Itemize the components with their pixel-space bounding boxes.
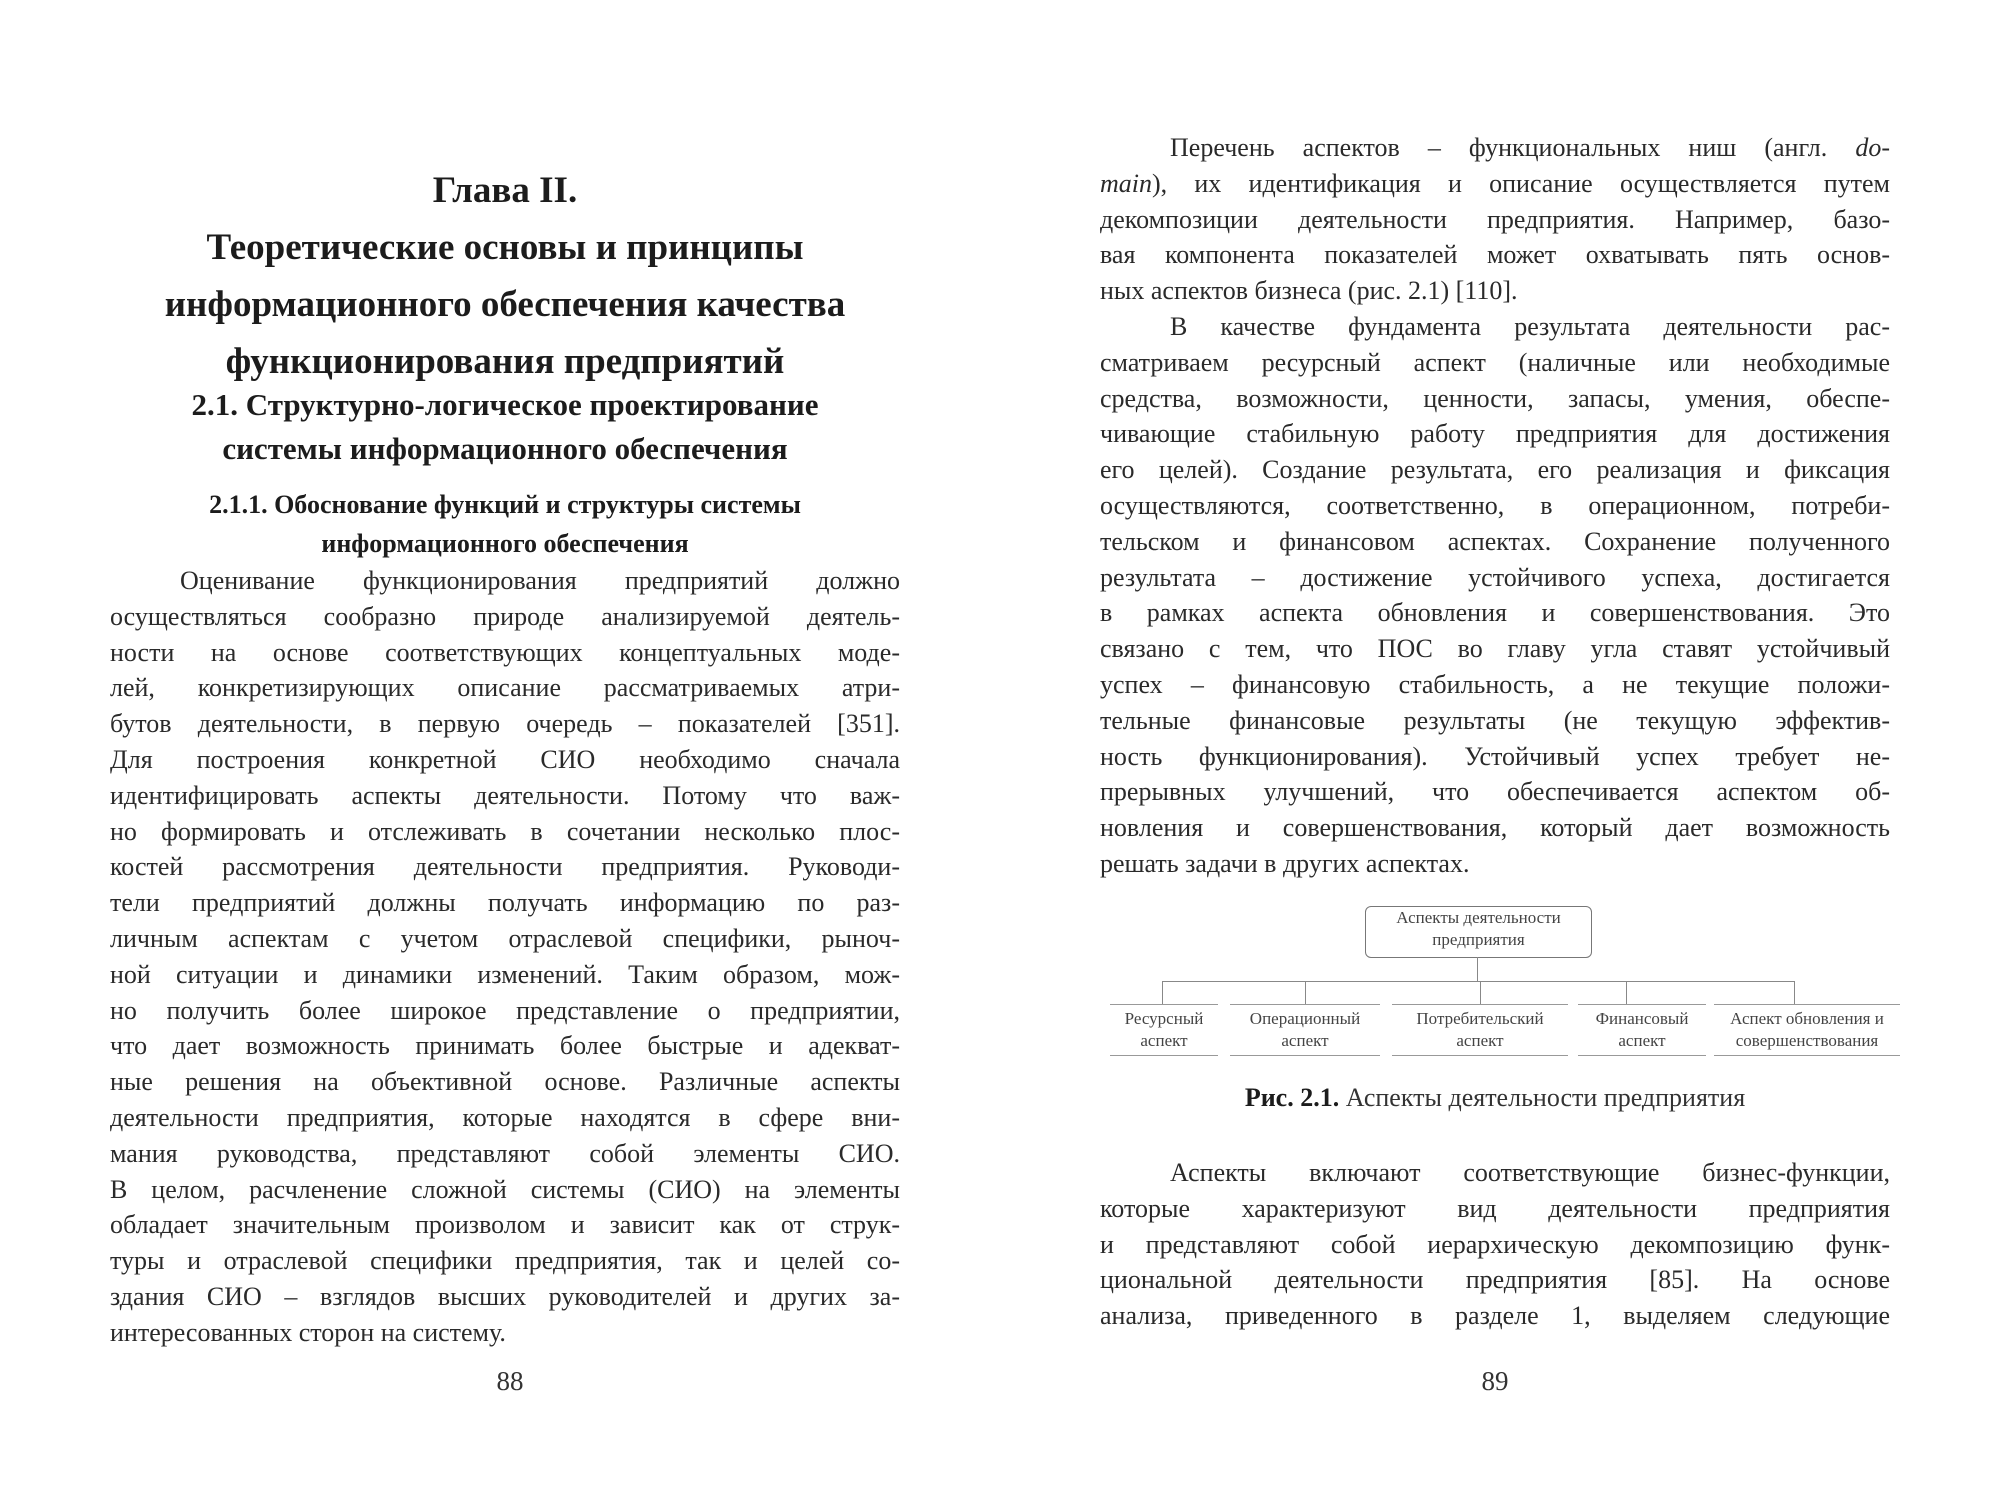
text-line: осуществляться сообразно природе анализируемой деятель- <box>110 601 900 631</box>
text-line: ности на основе соответствующих концептуальных моде- <box>110 637 900 667</box>
text-line: бутов деятельности, в первую очередь – показателей [351]. <box>110 709 900 739</box>
text-line: средства, возможности, ценности, запасы, умения, обеспе- <box>1100 383 1890 413</box>
connector-line <box>1480 981 1481 1004</box>
text-line: его целей). Создание результата, его реализация и фиксация <box>1100 455 1890 485</box>
text-line: ные решения на объективной основе. Различные аспекты <box>110 1067 900 1097</box>
text-line: ной ситуации и динамики изменений. Таким образом, мож- <box>110 959 900 989</box>
chapter-line: функционирования предприятий <box>225 341 785 382</box>
text-line: новления и совершенствования, который дает возможность <box>1100 813 1890 843</box>
subsection-title <box>110 485 900 563</box>
subsection-line: 2.1.1. Обоснование функций и структуры системы <box>209 490 801 519</box>
text-line: здания СИО – взглядов высших руководителей и других за- <box>110 1281 900 1311</box>
aspect-label: Ресурсный <box>1124 1009 1204 1028</box>
text-line: костей рассмотрения деятельности предприятия. Руководи- <box>110 852 900 882</box>
text-line: сматриваем ресурсный аспект (наличные или необходимые <box>1100 347 1890 377</box>
text-line: осуществляются, соответственно, в операционном, потреби- <box>1100 490 1890 520</box>
text-line: тели предприятий должны получать информацию по раз- <box>110 888 900 918</box>
aspect-box-resource <box>1110 1004 1218 1056</box>
diagram-root-label: предприятия <box>1432 930 1525 949</box>
connector-line <box>1305 981 1306 1004</box>
aspect-box-operational <box>1230 1004 1380 1056</box>
text-line: но формировать и отслеживать в сочетании несколько плос- <box>110 816 900 846</box>
text-line: Аспекты включают соответствующие бизнес-функции, <box>1170 1158 1890 1187</box>
chapter-line: Глава II. <box>432 170 578 211</box>
aspect-label: аспект <box>1281 1031 1329 1050</box>
text-line: идентифицировать аспекты деятельности. Потому что важ- <box>110 780 900 810</box>
section-line: 2.1. Структурно-логическое проектирование <box>191 387 819 422</box>
aspects-diagram <box>1100 900 1900 1070</box>
text-line: мания руководства, представляют собой элементы СИО. <box>110 1138 900 1168</box>
chapter-line: информационного обеспечения качества <box>164 284 846 325</box>
figure-caption <box>1100 1083 1890 1113</box>
text-line <box>1100 130 1890 166</box>
text-line: ных аспектов бизнеса (рис. 2.1) [110]. <box>1100 276 1518 306</box>
text-line: успех – финансовую стабильность, а не текущие положи- <box>1100 669 1890 699</box>
aspect-box-consumer <box>1392 1004 1568 1056</box>
subsection-line: информационного обеспечения <box>321 529 689 558</box>
section-line: системы информационного обеспечения <box>222 431 788 466</box>
text-line: результата – достижение устойчивого успеха, достигается <box>1100 562 1890 592</box>
caption-text: Аспекты деятельности предприятия <box>1339 1083 1746 1112</box>
text-line: циональной деятельности предприятия [85]. На основе <box>1100 1265 1890 1295</box>
text-line: чивающие стабильную работу предприятия для достижения <box>1100 419 1890 449</box>
text-line: что дает возможность принимать более быстрые и адекват- <box>110 1031 900 1061</box>
text-line: тельные финансовые результаты (не текущую эффектив- <box>1100 705 1890 735</box>
italic-term: do- <box>1855 133 1890 162</box>
right-body-text-1 <box>1100 130 1890 882</box>
right-body-text-2 <box>1100 1155 1890 1334</box>
text-line: личным аспектам с учетом отраслевой специфики, рыноч- <box>110 923 900 953</box>
aspect-box-financial <box>1578 1004 1706 1056</box>
text-line: интересованных сторон на систему. <box>110 1317 506 1347</box>
text-line: решать задачи в других аспектах. <box>1100 848 1470 878</box>
aspect-label: Операционный <box>1249 1009 1361 1028</box>
aspect-label: аспект <box>1618 1031 1666 1050</box>
text-span: ), их идентификация и описание осуществляется путем <box>1152 168 1890 198</box>
text-line: Для построения конкретной СИО необходимо сначала <box>110 744 900 774</box>
section-title <box>110 383 900 471</box>
chapter-line: Теоретические основы и принципы <box>206 227 804 268</box>
connector-line <box>1626 981 1627 1004</box>
aspect-label: Финансовый <box>1595 1009 1689 1028</box>
text-line: и представляют собой иерархическую декомпозицию функ- <box>1100 1229 1890 1259</box>
text-line: прерывных улучшений, что обеспечивается аспектом об- <box>1100 777 1890 807</box>
text-line: ность функционирования). Устойчивый успех требует не- <box>1100 741 1890 771</box>
text-line: которые характеризуют вид деятельности предприятия <box>1100 1193 1890 1223</box>
aspect-box-renewal <box>1714 1004 1900 1056</box>
aspect-label: Потребительский <box>1416 1009 1544 1028</box>
page-number-right: 89 <box>1481 1366 1509 1396</box>
diagram-root-box <box>1365 906 1592 958</box>
text-line: связано с тем, что ПОС во главу угла ставят устойчивый <box>1100 634 1890 664</box>
text-line: тельском и финансовом аспектах. Сохранение полученного <box>1100 526 1890 556</box>
connector-line <box>1477 957 1478 981</box>
chapter-title <box>110 162 900 390</box>
page-number-left: 88 <box>496 1366 524 1396</box>
text-line: В целом, расчленение сложной системы (СИО) на элементы <box>110 1174 900 1204</box>
text-line: деятельности предприятия, которые находятся в сфере вни- <box>110 1102 900 1132</box>
text-line: Оценивание функционирования предприятий должно <box>180 566 900 595</box>
text-line: обладает значительным произволом и зависит как от струк- <box>110 1210 900 1240</box>
text-line: вая компонента показателей может охватывать пять основ- <box>1100 240 1890 270</box>
aspect-label: совершенствования <box>1735 1031 1879 1050</box>
text-line: в рамках аспекта обновления и совершенствования. Это <box>1100 598 1890 628</box>
aspect-label: Аспект обновления и <box>1730 1009 1884 1028</box>
text-line: но получить более широкое представление о предприятии, <box>110 995 900 1025</box>
left-body-text <box>110 563 900 1351</box>
connector-line <box>1162 981 1794 982</box>
aspect-label: аспект <box>1140 1031 1188 1050</box>
text-line: декомпозиции деятельности предприятия. Например, базо- <box>1100 204 1890 234</box>
text-line: лей, конкретизирующих описание рассматриваемых атри- <box>110 673 900 703</box>
connector-line <box>1794 981 1795 1004</box>
diagram-root-label: Аспекты деятельности <box>1396 908 1561 927</box>
text-line: В качестве фундамента результата деятельности рас- <box>1170 311 1890 341</box>
text-line <box>1100 166 1890 202</box>
italic-term: main <box>1100 168 1152 198</box>
connector-line <box>1162 981 1163 1004</box>
text-line: туры и отраслевой специфики предприятия, так и целей со- <box>110 1246 900 1276</box>
right-page <box>1000 0 2000 1509</box>
text-span: Перечень аспектов – функциональных ниш (англ. <box>1170 133 1856 162</box>
text-line: анализа, приведенного в разделе 1, выделяем следующие <box>1100 1301 1890 1331</box>
aspect-label: аспект <box>1456 1031 1504 1050</box>
caption-label: Рис. 2.1. <box>1244 1083 1340 1112</box>
